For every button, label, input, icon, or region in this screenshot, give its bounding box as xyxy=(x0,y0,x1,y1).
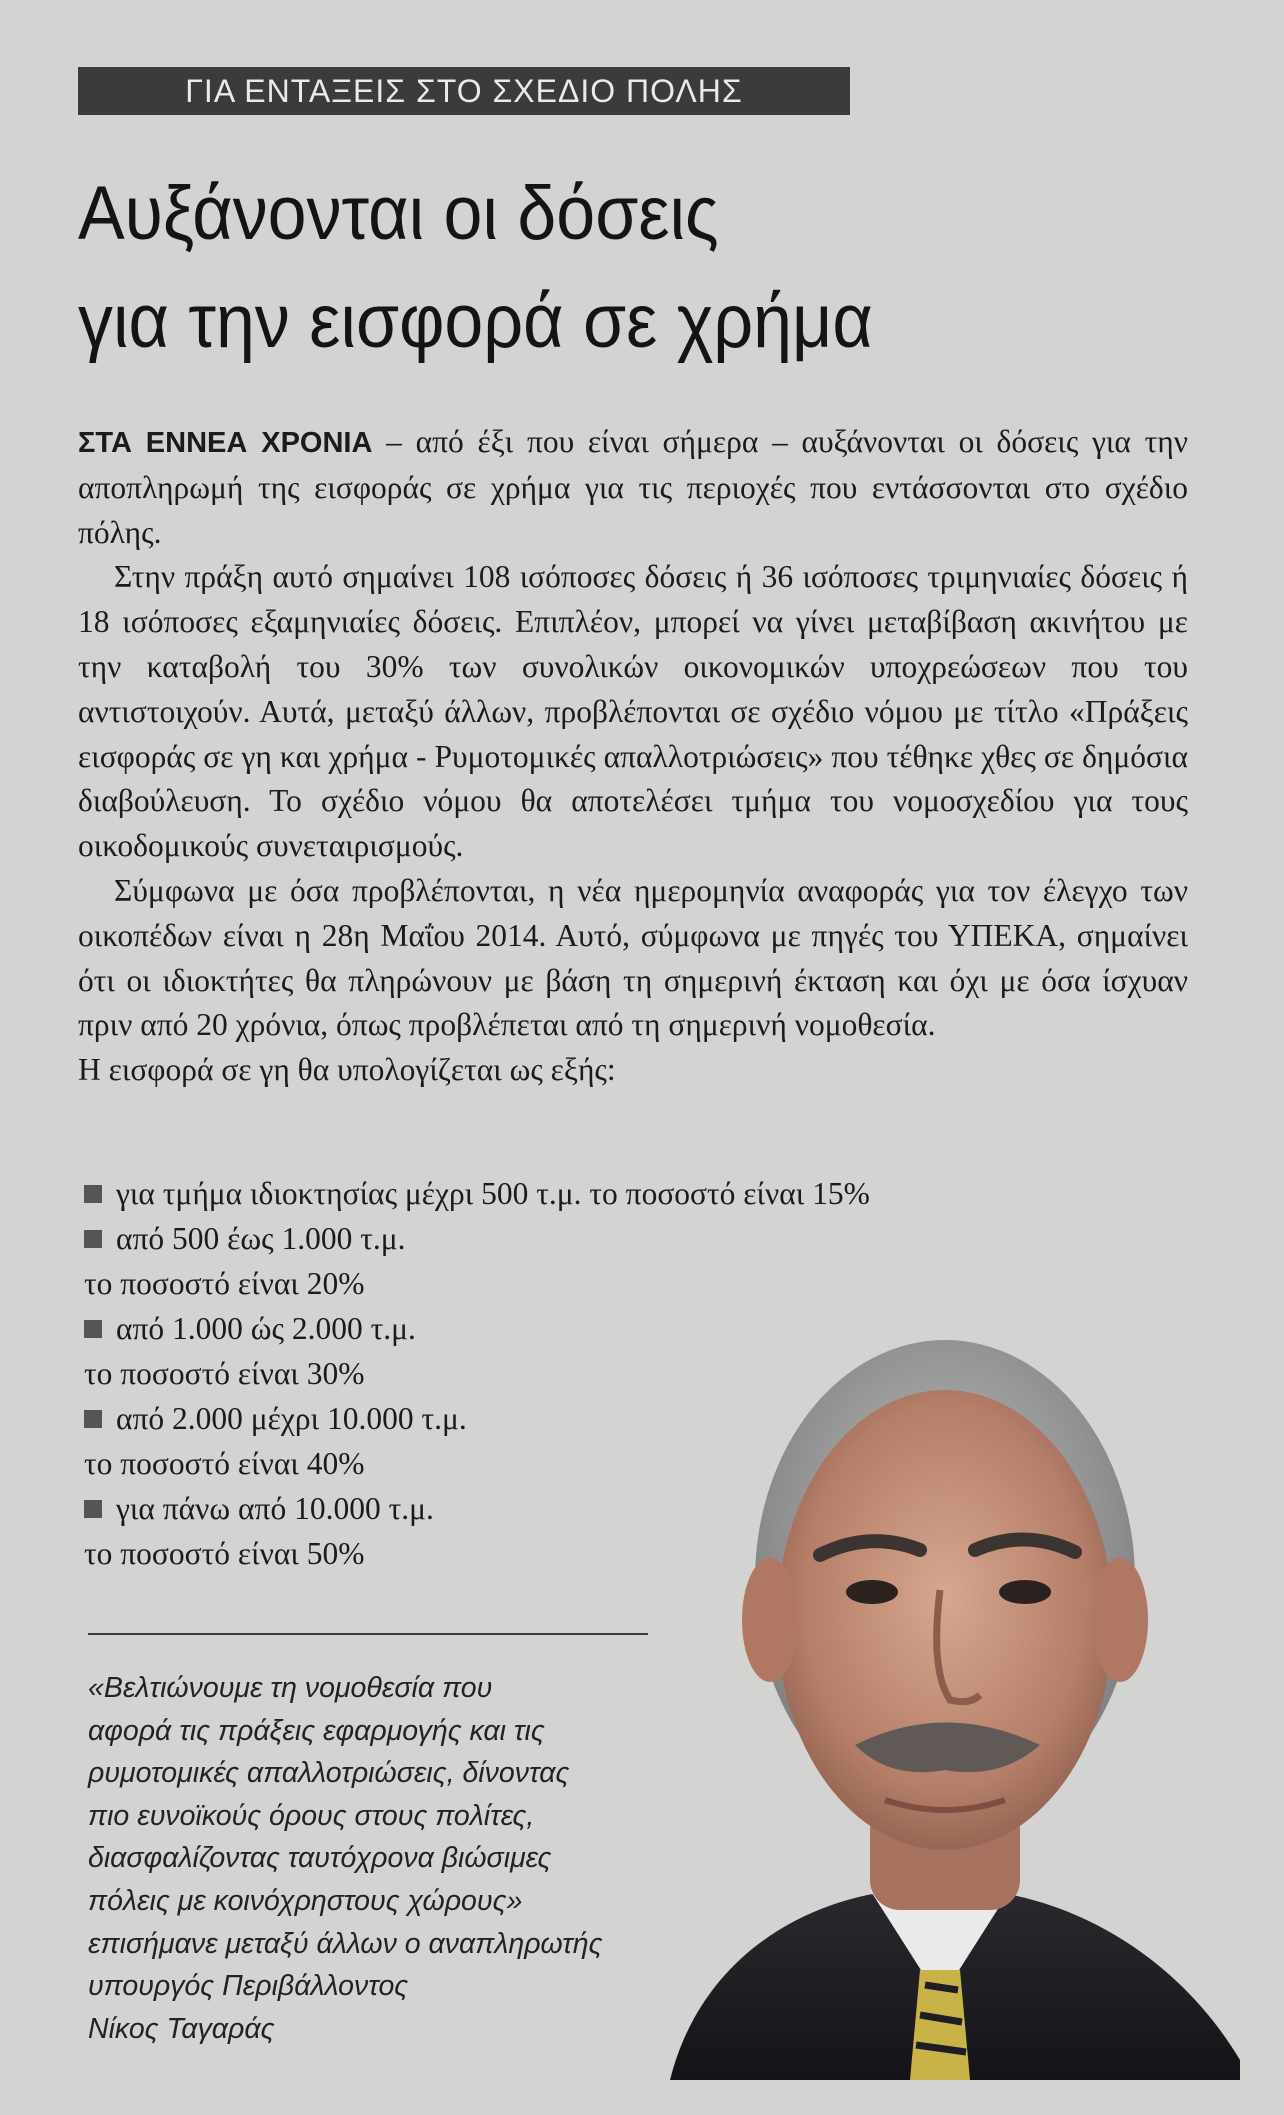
square-bullet-icon xyxy=(84,1320,102,1338)
square-bullet-icon xyxy=(84,1500,102,1518)
paragraph-4: Η εισφορά σε γη θα υπολογίζεται ως εξής: xyxy=(78,1052,616,1088)
square-bullet-icon xyxy=(84,1230,102,1248)
lead-strong-text: ΣΤΑ ΕΝΝΕΑ ΧΡΟΝΙΑ xyxy=(78,427,373,459)
quote-divider xyxy=(88,1633,648,1635)
paragraph-2: Στην πράξη αυτό σημαίνει 108 ισόποσες δόσεις ή 36 ισόποσες τριμηνιαίες δόσεις ή 18 ισόποσες εξαμηνιαίες δόσεις. Επιπλέον, μπορεί να γίνει μεταβίβαση ακινήτου με την καταβολή του 30% των συνολικών οικονομικών υποχρεώσεων που του αντιστοιχούν. Αυτά, μεταξύ άλλων, προβλέπονται σε σχέδιο νόμου με τίτλο «Πράξεις εισφοράς σε γη και χρήμα - Ρυμοτομικές απαλλοτριώσεις» που τέθηκε χθες σε δημόσια διαβούλευση. Το σχέδιο νόμου θα αποτελέσει τμήμα του νομοσχεδίου για τους οικοδομικούς συνεταιρισμούς. xyxy=(78,559,1188,864)
quote-line: «Βελτιώνουμε τη νομοθεσία που xyxy=(88,1672,493,1704)
quote-line: ρυμοτομικές απαλλοτριώσεις, δίνοντας xyxy=(88,1757,570,1790)
rate-range: από 500 έως 1.000 τ.μ. xyxy=(116,1221,406,1256)
kicker-text: ΓΙΑ ΕΝΤΑΞΕΙΣ ΣΤΟ ΣΧΕΔΙΟ ΠΟΛΗΣ xyxy=(185,72,743,109)
rate-value: το ποσοστό είναι 40% xyxy=(84,1446,365,1481)
square-bullet-icon xyxy=(84,1185,102,1203)
pull-quote xyxy=(88,1667,788,2050)
rate-value: το ποσοστό είναι 30% xyxy=(84,1356,365,1391)
section-kicker xyxy=(78,67,850,115)
lead-text: – από έξι που είναι σήμερα – αυξάνονται οι δόσεις για την αποπληρωμή της εισφοράς σε χρήμα για τις περιοχές που εντάσσονται στο σχέδιο πόλης. xyxy=(78,424,1188,550)
quote-line: αφορά τις πράξεις εφαρμογής και τις xyxy=(88,1714,545,1747)
rate-range: από 2.000 μέχρι 10.000 τ.μ. xyxy=(116,1401,467,1436)
rate-range: για πάνω από 10.000 τ.μ. xyxy=(116,1491,434,1526)
rate-value: το ποσοστό είναι 20% xyxy=(84,1266,365,1301)
quote-author: Νίκος Ταγαράς xyxy=(88,2012,275,2045)
rate-range: για τμήμα ιδιοκτησίας μέχρι 500 τ.μ. το ποσοστό είναι 15% xyxy=(116,1176,870,1211)
lead-paragraph xyxy=(78,420,1188,555)
headline-line-2: για την εισφορά σε χρήμα xyxy=(78,279,873,364)
square-bullet-icon xyxy=(84,1410,102,1428)
headline xyxy=(78,160,1136,376)
quote-attribution-line: επισήμανε μεταξύ άλλων ο αναπληρωτής xyxy=(88,1927,603,1960)
quote-line: διασφαλίζοντας ταυτόχρονα βιώσιμες xyxy=(88,1842,552,1875)
rate-value: το ποσοστό είναι 50% xyxy=(84,1536,365,1571)
article-body xyxy=(78,420,1188,1093)
quote-attribution-line: υπουργός Περιβάλλοντος xyxy=(88,1970,409,2003)
rate-range: από 1.000 ώς 2.000 τ.μ. xyxy=(116,1311,416,1346)
headline-line-1: Αυξάνονται οι δόσεις xyxy=(78,171,719,256)
quote-line: πιο ευνοϊκούς όρους στους πολίτες, xyxy=(88,1799,535,1832)
quote-line: πόλεις με κοινόχρηστους χώρους» xyxy=(88,1884,523,1917)
paragraph-3: Σύμφωνα με όσα προβλέπονται, η νέα ημερομηνία αναφοράς για τον έλεγχο των οικοπέδων είναι η 28η Μαΐου 2014. Αυτό, σύμφωνα με πηγές του ΥΠΕΚΑ, σημαίνει ότι οι ιδιοκτήτες θα πληρώνουν με βάση τη σημερινή έκταση και όχι με όσα ίσχυαν πριν από 20 χρόνια, όπως προβλέπεται από τη σημερινή νομοθεσία. xyxy=(78,872,1188,1043)
